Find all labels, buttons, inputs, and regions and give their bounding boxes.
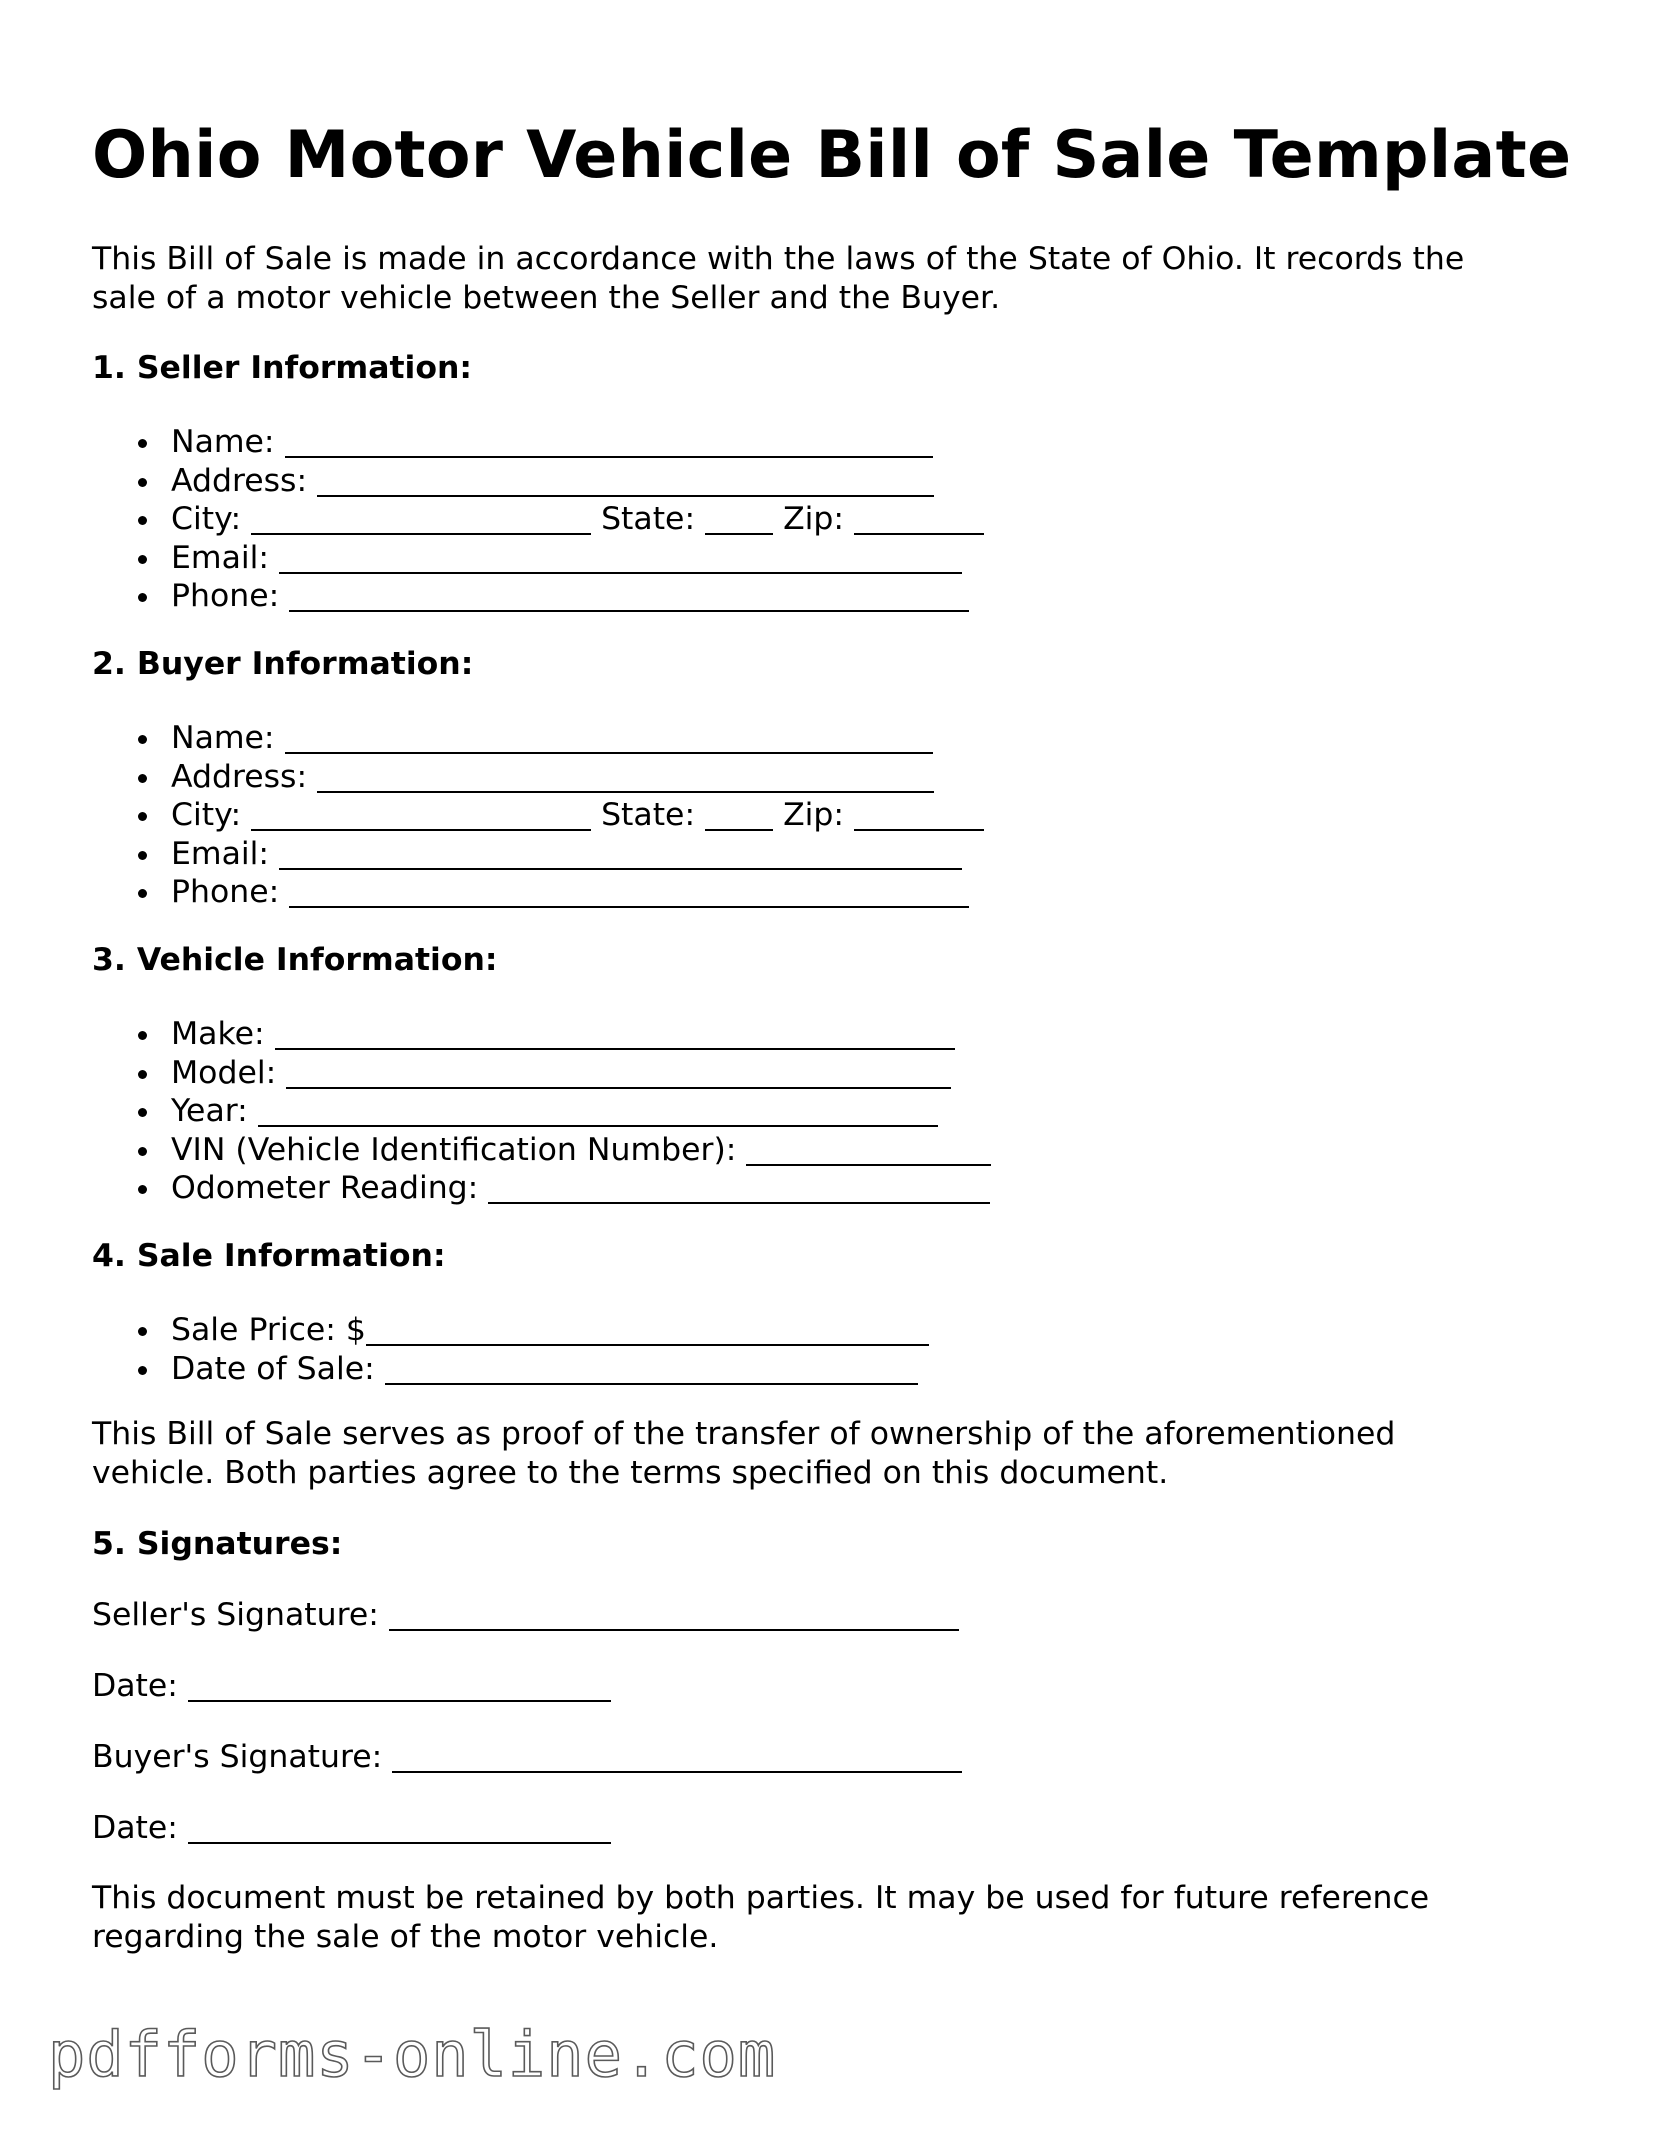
- sale-fields: [171, 1311, 929, 1388]
- sale-date-field[interactable]: [385, 1354, 918, 1385]
- seller-name-label: Name:: [171, 424, 275, 460]
- seller-date-label: Date:: [92, 1668, 178, 1704]
- signatures-section-heading: 5. Signatures:: [92, 1526, 343, 1562]
- closing-line-2: regarding the sale of the motor vehicle.: [92, 1919, 719, 1955]
- seller-email-item: [171, 539, 984, 578]
- seller-name-field[interactable]: [285, 427, 933, 458]
- seller-state-label: State:: [601, 501, 696, 538]
- seller-address-label: Address:: [171, 462, 308, 499]
- buyer-zip-label: Zip:: [783, 797, 845, 834]
- seller-city-item: [171, 500, 984, 539]
- seller-fields: [171, 423, 984, 616]
- buyer-name-label: Name:: [171, 720, 275, 756]
- site-watermark: pdfforms-online.com: [48, 2018, 777, 2091]
- buyer-phone-field[interactable]: [289, 877, 969, 908]
- vehicle-odometer-item: [171, 1169, 991, 1208]
- closing-line-1: This document must be retained by both parties. It may be used for future reference: [92, 1880, 1430, 1916]
- seller-section-heading: 1. Seller Information:: [92, 350, 472, 386]
- vehicle-year-field[interactable]: [258, 1096, 938, 1127]
- intro-paragraph: [92, 240, 1464, 318]
- transfer-statement: [92, 1415, 1395, 1493]
- document-title: Ohio Motor Vehicle Bill of Sale Template: [92, 118, 1572, 193]
- seller-phone-field[interactable]: [289, 581, 969, 612]
- buyer-name-item: [171, 719, 984, 758]
- sale-price-label: Sale Price: $: [171, 1312, 366, 1348]
- buyer-city-item: [171, 796, 984, 835]
- buyer-zip-field[interactable]: [854, 800, 984, 831]
- vehicle-make-field[interactable]: [275, 1019, 955, 1050]
- seller-city-label: City:: [171, 501, 242, 538]
- vehicle-make-item: [171, 1015, 991, 1054]
- seller-signature-field[interactable]: [389, 1600, 959, 1631]
- buyer-email-field[interactable]: [279, 839, 962, 870]
- buyer-city-label: City:: [171, 797, 242, 834]
- seller-name-item: [171, 423, 984, 462]
- seller-address-field[interactable]: [317, 466, 934, 497]
- transfer-line-1: This Bill of Sale serves as proof of the transfer of ownership of the aforementioned: [92, 1416, 1396, 1452]
- vehicle-vin-item: [171, 1131, 991, 1170]
- vehicle-model-item: [171, 1054, 991, 1093]
- closing-paragraph: [92, 1879, 1429, 1957]
- buyer-address-field[interactable]: [317, 762, 934, 793]
- buyer-email-label: Email:: [171, 835, 270, 872]
- buyer-signature-field[interactable]: [392, 1742, 962, 1773]
- vehicle-odometer-field[interactable]: [488, 1173, 990, 1204]
- seller-city-field[interactable]: [251, 504, 591, 535]
- vehicle-section-heading: 3. Vehicle Information:: [92, 942, 498, 978]
- sale-price-field[interactable]: [366, 1315, 929, 1346]
- vehicle-model-field[interactable]: [286, 1058, 951, 1089]
- sale-section-heading: 4. Sale Information:: [92, 1238, 446, 1274]
- vehicle-vin-label: VIN (Vehicle Identification Number):: [171, 1131, 737, 1168]
- buyer-date-field[interactable]: [188, 1813, 611, 1844]
- seller-state-field[interactable]: [705, 504, 773, 535]
- intro-line-1: This Bill of Sale is made in accordance with the laws of the State of Ohio. It records the: [92, 241, 1465, 277]
- seller-signature-row: [92, 1596, 959, 1635]
- vehicle-vin-field[interactable]: [746, 1135, 991, 1166]
- vehicle-year-item: [171, 1092, 991, 1131]
- intro-line-2: sale of a motor vehicle between the Seller and the Buyer.: [92, 280, 1001, 316]
- buyer-section-heading: 2. Buyer Information:: [92, 646, 474, 682]
- sale-date-item: [171, 1350, 929, 1389]
- sale-date-label: Date of Sale:: [171, 1350, 375, 1387]
- seller-phone-label: Phone:: [171, 578, 280, 615]
- buyer-date-label: Date:: [92, 1810, 178, 1846]
- seller-date-field[interactable]: [188, 1671, 611, 1702]
- seller-zip-label: Zip:: [783, 501, 845, 538]
- buyer-address-label: Address:: [171, 758, 308, 795]
- buyer-phone-item: [171, 873, 984, 912]
- vehicle-fields: [171, 1015, 991, 1208]
- buyer-phone-label: Phone:: [171, 874, 280, 911]
- vehicle-make-label: Make:: [171, 1016, 265, 1052]
- buyer-email-item: [171, 835, 984, 874]
- seller-email-label: Email:: [171, 539, 270, 576]
- seller-date-row: [92, 1667, 611, 1706]
- seller-signature-label: Seller's Signature:: [92, 1597, 379, 1633]
- buyer-state-field[interactable]: [705, 800, 773, 831]
- buyer-date-row: [92, 1809, 611, 1848]
- seller-zip-field[interactable]: [854, 504, 984, 535]
- sale-price-item: [171, 1311, 929, 1350]
- vehicle-model-label: Model:: [171, 1054, 277, 1091]
- buyer-signature-label: Buyer's Signature:: [92, 1739, 383, 1775]
- vehicle-odometer-label: Odometer Reading:: [171, 1170, 479, 1207]
- seller-phone-item: [171, 577, 984, 616]
- vehicle-year-label: Year:: [171, 1093, 248, 1130]
- seller-email-field[interactable]: [279, 543, 962, 574]
- transfer-line-2: vehicle. Both parties agree to the terms specified on this document.: [92, 1455, 1169, 1491]
- buyer-fields: [171, 719, 984, 912]
- buyer-name-field[interactable]: [285, 723, 933, 754]
- buyer-address-item: [171, 758, 984, 797]
- seller-address-item: [171, 462, 984, 501]
- buyer-signature-row: [92, 1738, 962, 1777]
- buyer-state-label: State:: [601, 797, 696, 834]
- buyer-city-field[interactable]: [251, 800, 591, 831]
